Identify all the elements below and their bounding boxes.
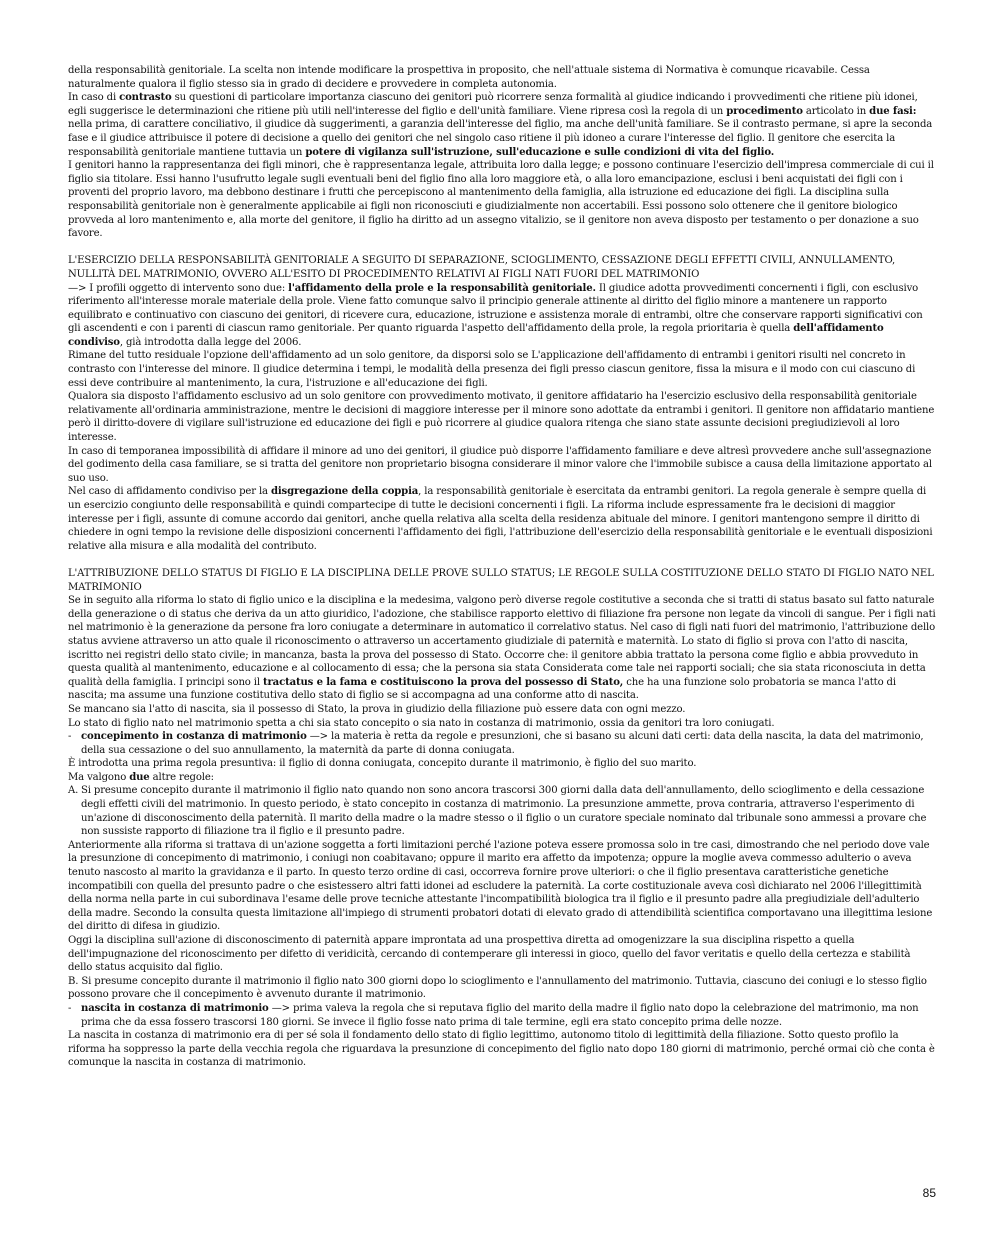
bold-term: disgregazione della coppia [270, 486, 419, 498]
paragraph: Oggi la disciplina sull'azione di disconoscimento di paternità appare improntata ad una prospettiva diretta ad omogenizzare la sua disciplina rispetto a quella dell'impugnazione del riconoscimento per difetto di veridicità, cercando di contemperare gli interessi in gioco, quello del favor veritatis e quello della certezza e stabilità dello status acquisito dal figlio. [68, 935, 911, 974]
bold-term: due [129, 771, 150, 783]
paragraph: B. Si presume concepito durante il matrimonio il figlio nato 300 giorni dopo lo scioglimento e l'annullamento del matrimonio. Tuttavia, ciascuno dei coniugi e lo stesso figlio possono provare che il concepimento è avvenuto durante il matrimonio. [68, 975, 927, 1001]
paragraph: I genitori hanno la rappresentanza dei figli minori, che è rappresentanza legale, attribuita loro dalla legge; e possono continuare l'esercizio dell'impresa commerciale di cui il figlio sia titolare. Essi hanno l'usufrutto legale sugli eventuali beni del figlio fino alla loro maggiore età, o alla loro emancipazione, esclusi i beni acquistati dei figli con i proventi del proprio lavoro, ma debbono destinare i frutti che percepiscono al mantenimento della famiglia, alla istruzione ed educazione dei figli. La disciplina sulla responsabilità genitoriale non è generalmente applicabile ai figli non riconosciuti e giudizialmente non accertabili. Essi possono solo ottenere che il genitore biologico provveda al loro mantenimento e, alla morte del genitore, il figlio ha diritto ad un assegno vitalizio, se il genitore non aveva disposto per testamento o per donazione a suo favore. [68, 160, 934, 240]
paragraph: Rimane del tutto residuale l'opzione dell'affidamento ad un solo genitore, da disporsi solo se L'applicazione dell'affidamento di entrambi i genitori risulti nel concreto in contrasto con l'interesse del minore. Il giudice determina i tempi, le modalità della presenza dei figli presso ciascun genitore, fissa la misura e il modo con cui ciascuno di essi deve contribuire al mantenimento, la cura, l'istruzione e all'educazione dei figli. [68, 350, 916, 389]
paragraph: Se mancano sia l'atto di nascita, sia il possesso di Stato, la prova in giudizio della filiazione può essere data con ogni mezzo. [68, 703, 686, 715]
bold-term: concepimento in costanza di matrimonio [81, 731, 307, 743]
list-item: - concepimento in costanza di matrimonio —> la materia è retta da regole e presunzioni, che si basano su alcuni dati certi: data della nascita, la data del matrimonio, della sua cessazione o del suo annullamento, la maternità da parte di donna coniugata. [68, 731, 924, 756]
paragraph: Nel caso di affidamento condiviso per la disgregazione della coppia, la responsabilità genitoriale è esercitata da entrambi genitori. La regola generale è sempre quella di un esercizio congiunto delle responsabilità e quindi compartecipe di tutte le decisioni concernenti i figli. La riforma include espressamente fra le decisioni di maggior interesse per i figli, assunte di comune accordo dai genitori, anche quella relativa alla scelta della residenza abituale del minore. I genitori mantengono sempre il diritto di chiedere in ogni tempo la revisione delle disposizioni concernenti l'affidamento dei figli, l'attribuzione dell'esercizio della responsabilità genitoriale e le eventuali disposizioni relative alla misura e alla modalità del contributo. [68, 486, 933, 552]
page-number: 85 [922, 1186, 936, 1200]
paragraph: In caso di temporanea impossibilità di affidare il minore ad uno dei genitori, il giudice può disporre l'affidamento familiare e deve altresì provvedere anche sull'assegnazione del godimento della casa familiare, se si tratta del genitore non proprietario bisogna considerare il minor valore che l'immobile subisce a causa della limitazione apportato al suo uso. [68, 445, 932, 484]
bold-term: due fasi: [869, 105, 917, 117]
bold-term: l'affidamento della prole e la responsabilità genitoriale. [288, 282, 596, 294]
spacer [68, 241, 936, 255]
bold-term: nascita in costanza di matrimonio [81, 1002, 269, 1014]
section-heading: L'ESERCIZIO DELLA RESPONSABILITÀ GENITORIALE A SEGUITO DI SEPARAZIONE, SCIOGLIMENTO, CESSAZIONE DEGLI EFFETTI CIVILI, ANNULLAMENTO, NULLITÀ DEL MATRIMONIO, OVVERO ALL'ESITO DI PROCEDIMENTO RELATIVI AI FIGLI NATI FUORI DEL MATRIMONIO [68, 255, 896, 280]
list-marker: - [68, 731, 72, 743]
list-item: A. Si presume concepito durante il matrimonio il figlio nato quando non sono ancora trascorsi 300 giorni dalla data dell'annullamento, dello scioglimento e della cessazione degli effetti civili del matrimonio. In questo periodo, è stato concepito in costanza di matrimonio. La presunzione ammette, prova contraria, attraverso l'esperimento di un'azione di disconoscimento della paternità. Il marito della madre o la madre stesso o il figlio o un curatore speciale nominato dal tribunale sono ammessi a provare che non sussiste rapporto di filiazione tra il figlio e il presunto padre. [68, 785, 927, 838]
paragraph: Qualora sia disposto l'affidamento esclusivo ad un solo genitore con provvedimento motivato, il genitore affidatario ha l'esercizio esclusivo della responsabilità genitoriale relativamente all'ordinaria amministrazione, mentre le decisioni di maggiore interesse per il minore sono adottate da entrambi i genitori. Il genitore non affidatario mantiene però il diritto-dovere di vigilare sull'istruzione ed educazione dei figli e può ricorrere al giudice qualora ritenga che siano state assunte decisioni pregiudizievoli al loro interesse. [68, 391, 935, 444]
paragraph: della responsabilità genitoriale. La scelta non intende modificare la prospettiva in proposito, che nell'attuale sistema di Normativa è comunque ricavabile. Cessa naturalmente qualora il figlio stesso sia in grado di decidere e provvedere in completa autonomia. [68, 65, 870, 90]
bold-term: tractatus e la fama e costituiscono la prova del possesso di Stato, [263, 676, 624, 688]
bold-term: potere di vigilanza sull'istruzione, sull'educazione e sulle condizioni di vita del figlio. [305, 146, 775, 158]
spacer [68, 553, 936, 567]
bold-term: procedimento [726, 105, 803, 117]
list-marker: - [68, 1002, 72, 1014]
section-heading: L'ATTRIBUZIONE DELLO STATUS DI FIGLIO E LA DISCIPLINA DELLE PROVE SULLO STATUS; LE REGOLE SULLA COSTITUZIONE DELLO STATO DI FIGLIO NATO NEL MATRIMONIO [68, 567, 934, 593]
paragraph: Lo stato di figlio nato nel matrimonio spetta a chi sia stato concepito o sia nato in costanza di matrimonio, ossia da genitori tra loro coniugati. [68, 717, 775, 729]
paragraph: In caso di contrasto su questioni di particolare importanza ciascuno dei genitori può ricorrere senza formalità al giudice indicando i provvedimenti che ritiene più idonei, egli suggerisce le determinazioni che ritiene più utili nell'interesse del figlio e dell'unità familiare. Viene ripresa così la regola di un procedimento articolato in due fasi: nella prima, di carattere conciliativo, il giudice dà suggerimenti, a garanzia dell'interesse del figlio, ma anche dell'unità familiare. Se il contrasto permane, si apre la seconda fase e il giudice attribuisce il potere di decisione a quello dei genitori che nel singolo caso ritiene il più idoneo a curare l'interesse del figlio. Il genitore che esercita la responsabilità genitoriale mantiene tuttavia un potere di vigilanza sull'istruzione, sull'educazione e sulle condizioni di vita del figlio. [68, 92, 933, 158]
paragraph: Se in seguito alla riforma lo stato di figlio unico e la disciplina e la medesima, valgono però diverse regole costitutive a seconda che si tratti di status basato sul fatto naturale della generazione o di status che deriva da un atto giuridico, l'adozione, che stabilisce rapporto elettivo di filiazione fra persone non legate da vincoli di sangue. Per i figli nati nel matrimonio è la generazione da persone fra loro coniugate a determinare in automatico il correlativo status. Nel caso di figli nati fuori del matrimonio, l'attribuzione dello status avviene attraverso un atto quale il riconoscimento o attraverso un accertamento giudiziale di paternità e maternità. Lo stato di figlio si prova con l'atto di nascita, iscritto nei registri dello stato civile; in mancanza, basta la prova del possesso di Stato. Occorre che: il genitore abbia trattato la persona come figlio e abbia provveduto in questa qualità al mantenimento, educazione e al collocamento di essa; che la persona sia stata Considerata come tale nei rapporti sociali; che sia stata riconosciuta in detta qualità della famiglia. I principi sono il tractatus e la fama e costituiscono la prova del possesso di Stato, che ha una funzione solo probatoria se manca l'atto di nascita; ma assume una funzione costitutiva dello stato di figlio se si accompagna ad una conforme atto di nascita. [68, 595, 936, 702]
list-marker: A. [68, 785, 79, 797]
paragraph: È introdotta una prima regola presuntiva: il figlio di donna coniugata, concepito durante il matrimonio, è figlio del suo marito. [68, 758, 697, 770]
paragraph: —> I profili oggetto di intervento sono due: l'affidamento della prole e la responsabilità genitoriale. Il giudice adotta provvedimenti concernenti i figli, con esclusivo riferimento all'interesse morale materiale della prole. Viene fatto comunque salvo il principio generale attinente al diritto del figlio minore a mantenere un rapporto equilibrato e continuativo con ciascuno dei genitori, di ricevere cura, educazione, istruzione e assistenza morale di entrambi, oltre che conservare rapporti significativi con gli ascendenti e con i parenti di ciascun ramo genitoriale. Per quanto riguarda l'aspetto dell'affidamento della prole, la regola prioritaria è quella dell'affidamento condiviso, già introdotta dalla legge del 2006. [68, 282, 923, 348]
document-body [68, 64, 936, 1070]
bold-term: contrasto [119, 92, 172, 104]
bold-term: dell'affidamento condiviso [68, 323, 884, 348]
paragraph: La nascita in costanza di matrimonio era di per sé sola il fondamento dello stato di figlio legittimo, autonomo titolo di legittimità della filiazione. Sotto questo profilo la riforma ha soppresso la parte della vecchia regola che riguardava la presunzione di concepimento del figlio nato dopo 180 giorni di matrimonio, perché ormai ciò che conta è comunque la nascita in costanza di matrimonio. [68, 1030, 935, 1069]
list-item: - nascita in costanza di matrimonio —> prima valeva la regola che si reputava figlio del marito della madre il figlio nato dopo la celebrazione del matrimonio, ma non prima che da essa fossero trascorsi 180 giorni. Se invece il figlio fosse nato prima di tale termine, egli era stato concepito prima delle nozze. [68, 1002, 919, 1028]
paragraph: Ma valgono due altre regole: [68, 771, 214, 783]
paragraph: Anteriormente alla riforma si trattava di un'azione soggetta a forti limitazioni perché l'azione poteva essere promossa solo in tre casi, dimostrando che nel periodo dove vale la presunzione di concepimento di matrimonio, i coniugi non coabitavano; oppure il marito era affetto da impotenza; oppure la moglie aveva commesso adulterio o aveva tenuto nascosto al marito la gravidanza e il parto. In questo terzo ordine di casi, occorreva fornire prove ulteriori: o che il figlio presentava caratteristiche genetiche incompatibili con quella del presunto padre o che esistessero altri fatti idonei ad escludere la paternità. La corte costituzionale aveva così dichiarato nel 2006 l'illegittimità della norma nella parte in cui subordinava l'esame delle prove tecniche attestante l'incompatibilità biologica tra il figlio e il presunto padre alla pregiudiziale dell'adulterio della madre. Secondo la consulta questa limitazione all'impiego di strumenti probatori dotati di elevato grado di attendibilità scientifica comportavano una illegittima lesione del diritto di difesa in giudizio. [68, 839, 933, 933]
